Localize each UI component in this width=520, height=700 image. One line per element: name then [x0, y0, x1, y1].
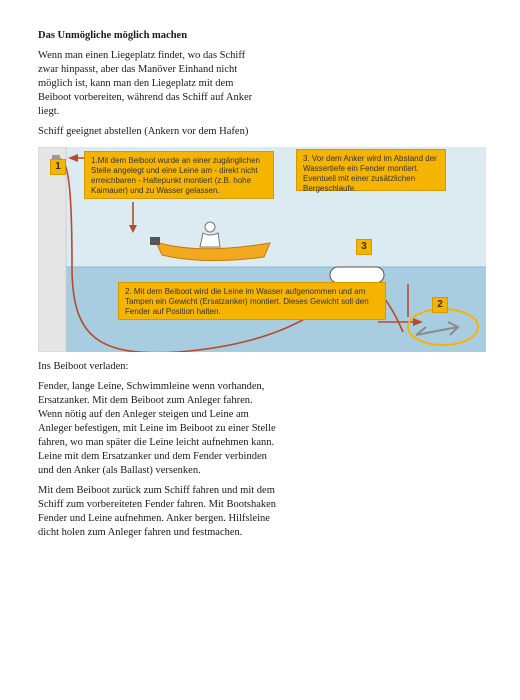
outboard-motor: [150, 237, 160, 245]
return-paragraph: Mit dem Beiboot zurück zum Schiff fahren und mit dem Schiff zum vorbereiteten Fender fahren. Mit Bootshaken Fender und Leine aufnehmen. Anker bergen. Hilfsleine dicht holen zum Anleger fahren und festmachen.: [38, 485, 277, 538]
person-head: [205, 222, 215, 232]
note-step-2: 2. Mit dem Beiboot wird die Leine im Wasser aufgenommen und am Tampen ein Gewicht (Ersatzanker) montiert. Dieses Gewicht soll den Fender auf Position halten.: [118, 282, 386, 320]
intro-paragraph: Wenn man einen Liegeplatz findet, wo das Schiff zwar hinpasst, aber das Manöver Einhand nicht möglich ist, kann man den Liegeplatz mit dem Beiboot vorbereiten, während das Schiff auf Anker liegt.: [38, 50, 253, 117]
note-step-1: 1.Mit dem Beiboot wurde an einer zugänglichen Stelle angelegt und eine Leine am - direkt nicht erreichbaren - Haltepunkt montiert (z.B. hohe Kaimauer) und zu Wasser gelassen.: [84, 151, 274, 199]
page-title: Das Unmögliche möglich machen: [38, 30, 188, 41]
person-body: [200, 233, 220, 247]
section-2-title: Ins Beiboot verladen:: [38, 361, 129, 372]
subtitle: Schiff geeignet abstellen (Ankern vor dem Hafen): [38, 126, 249, 137]
mooring-diagram: [38, 147, 488, 352]
quay-wall: [38, 147, 66, 352]
step-number-2: 2: [432, 297, 448, 313]
step-number-1: 1: [50, 159, 66, 175]
step-number-3: 3: [356, 239, 372, 255]
loading-paragraph: Fender, lange Leine, Schwimmleine wenn vorhanden, Ersatzanker. Mit dem Beiboot zum Anleger fahren. Wenn nötig auf den Anleger steigen und Leine am Anleger befestigen, mit Leine im Beiboot zu einer Stelle fahren, wo man später die Leine leicht aufnehmen kann. Leine mit dem Ersatzanker und dem Fender verbinden und den Anker (als Ballast) versenken.: [38, 381, 276, 476]
document-page: [38, 30, 478, 546]
note-step-3: 3. Vor dem Anker wird im Abstand der Wassertiefe ein Fender montiert. Eventuell mit einer zusätzlichen Bergeschlaufe.: [296, 149, 446, 191]
fender: [330, 267, 384, 283]
